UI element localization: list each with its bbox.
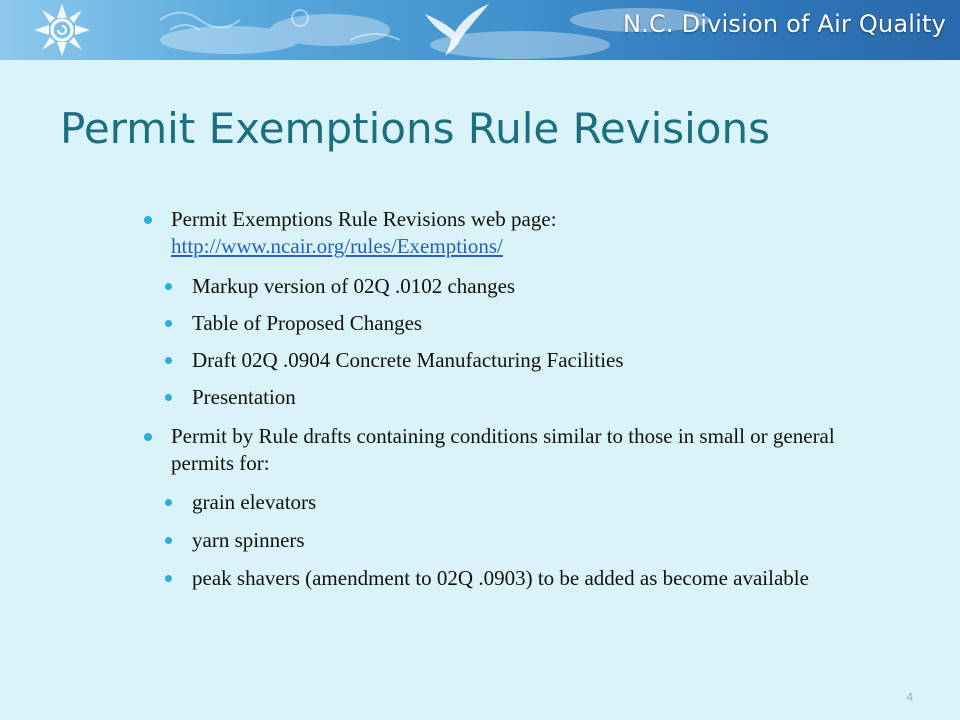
sub-bullet-item: peak shavers (amendment to 02Q .0903) to be added as become available <box>192 565 852 592</box>
bullet-text: Permit Exemptions Rule Revisions web page: <box>171 207 557 231</box>
organization-name: N.C. Division of Air Quality <box>622 10 946 38</box>
sub-bullet-item: Draft 02Q .0904 Concrete Manufacturing Facilities <box>192 347 872 374</box>
sub-bullet-item: grain elevators <box>192 489 872 516</box>
bullet-web-page <box>171 206 861 260</box>
page-number: 4 <box>906 690 913 704</box>
bullet-permit-by-rule: Permit by Rule drafts containing conditions similar to those in small or general permits for: <box>171 423 841 477</box>
slide-title: Permit Exemptions Rule Revisions <box>60 104 770 153</box>
sub-bullet-item: Table of Proposed Changes <box>192 310 872 337</box>
sub-bullet-item: yarn spinners <box>192 527 872 554</box>
sub-bullet-item: Presentation <box>192 384 872 411</box>
sub-bullet-item: Markup version of 02Q .0102 changes <box>192 273 872 300</box>
exemptions-web-page-link[interactable]: http://www.ncair.org/rules/Exemptions/ <box>171 234 503 258</box>
